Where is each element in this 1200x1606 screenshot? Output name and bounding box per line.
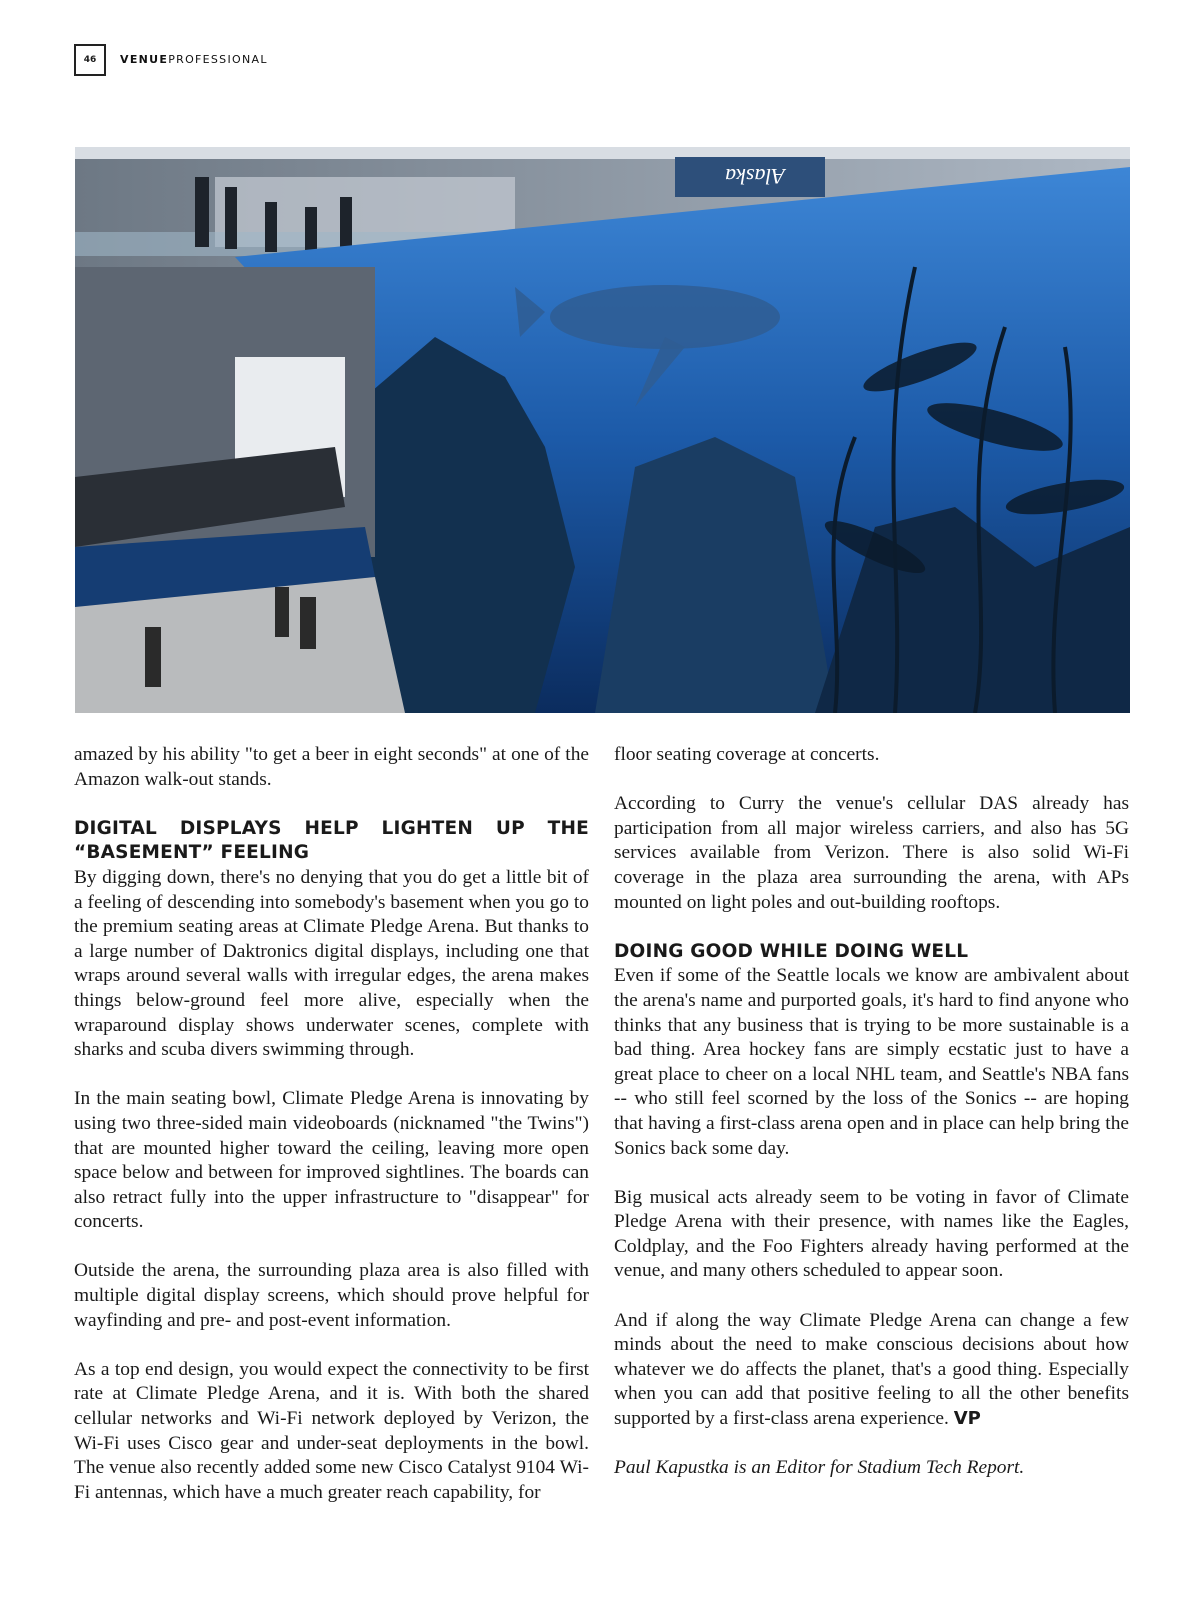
right-paragraph-5 (614, 1309, 1129, 1432)
section-heading-doing-good: DOING GOOD WHILE DOING WELL (614, 940, 969, 962)
left-paragraph-5: As a top end design, you would expect the connectivity to be first rate at Climate Pledge Arena, and it is. With both the shared cellular networks and Wi-Fi network deployed by Verizon, the Wi-Fi uses Cisco gear and under-seat deployments in the bowl. The venue also recently added some new Cisco Catalyst 9104 Wi-Fi antennas, which have a much greater reach capability, for (74, 1358, 589, 1503)
left-paragraph-2: By digging down, there's no denying that you do get a little bit of a feeling of descending into somebody's basement when you go to the premium seating areas at Climate Pledge Arena. But thanks to a large number of Daktronics digital displays, including one that wraps around several walls with irregular edges, the arena makes things below-ground feel more alive, especially when the wraparound display shows underwater scenes, complete with sharks and scuba divers swimming through. (74, 866, 589, 1061)
left-paragraph-3: In the main seating bowl, Climate Pledge Arena is innovating by using two three-sided main videoboards (nicknamed "the Twins") that are mounted higher toward the ceiling, leaving more open space below and between for improved sightlines. The boards can also retract fully into the upper infrastructure to "disappear" for concerts. (74, 1088, 589, 1233)
left-column (74, 743, 589, 1530)
publication-masthead (120, 53, 268, 66)
arena-photo (75, 147, 1130, 713)
arena-photo-illustration (75, 147, 1130, 713)
right-paragraph-1: floor seating coverage at concerts. (614, 744, 880, 765)
masthead-rest: PROFESSIONAL (168, 53, 268, 66)
right-paragraph-4: Big musical acts already seem to be voting in favor of Climate Pledge Arena with their presence, with names like the Eagles, Coldplay, and the Foo Fighters already having performed at the venue, and many others scheduled to appear soon. (614, 1186, 1129, 1282)
author-byline: Paul Kapustka is an Editor for Stadium Tech Report. (614, 1457, 1025, 1479)
left-paragraph-4: Outside the arena, the surrounding plaza area is also filled with multiple digital display screens, which should prove helpful for wayfinding and pre- and post-event information. (74, 1260, 589, 1331)
right-paragraph-3: Even if some of the Seattle locals we know are ambivalent about the arena's name and purported goals, it's hard to find anyone who thinks that any business that is trying to be more sustainable is a bad thing. Area hockey fans are simply ecstatic just to have a great place to cheer on a local NHL team, and Seattle's NBA fans -- who still feel scorned by the loss of the Sonics -- are hoping that having a first-class arena open and in place can help bring the Sonics back some day. (614, 965, 1129, 1159)
right-paragraph-2: According to Curry the venue's cellular DAS already has participation from all major wireless carriers, and also has 5G services available from Verizon. There is also solid Wi-Fi coverage in the plaza area surrounding the arena, with APs mounted on light poles and out-building rooftops. (614, 793, 1129, 913)
masthead-bold: VENUE (120, 53, 169, 66)
right-column (614, 743, 1129, 1505)
end-mark: VP (953, 1408, 981, 1430)
left-paragraph-1: amazed by his ability "to get a beer in eight seconds" at one of the Amazon walk-out stands. (74, 744, 589, 790)
alaska-sign-text: Alaska (725, 164, 785, 189)
right-paragraph-5-text: And if along the way Climate Pledge Arena can change a few minds about the need to make conscious decisions about how whatever we do affects the planet, that's a good thing. Especially when you can add that positive feeling to all the other benefits supported by a first-class arena experience. (614, 1309, 1129, 1430)
section-heading-digital-displays: DIGITAL DISPLAYS HELP LIGHTEN UP THE “BASEMENT” FEELING (74, 817, 589, 864)
page-number: 46 (74, 44, 106, 76)
